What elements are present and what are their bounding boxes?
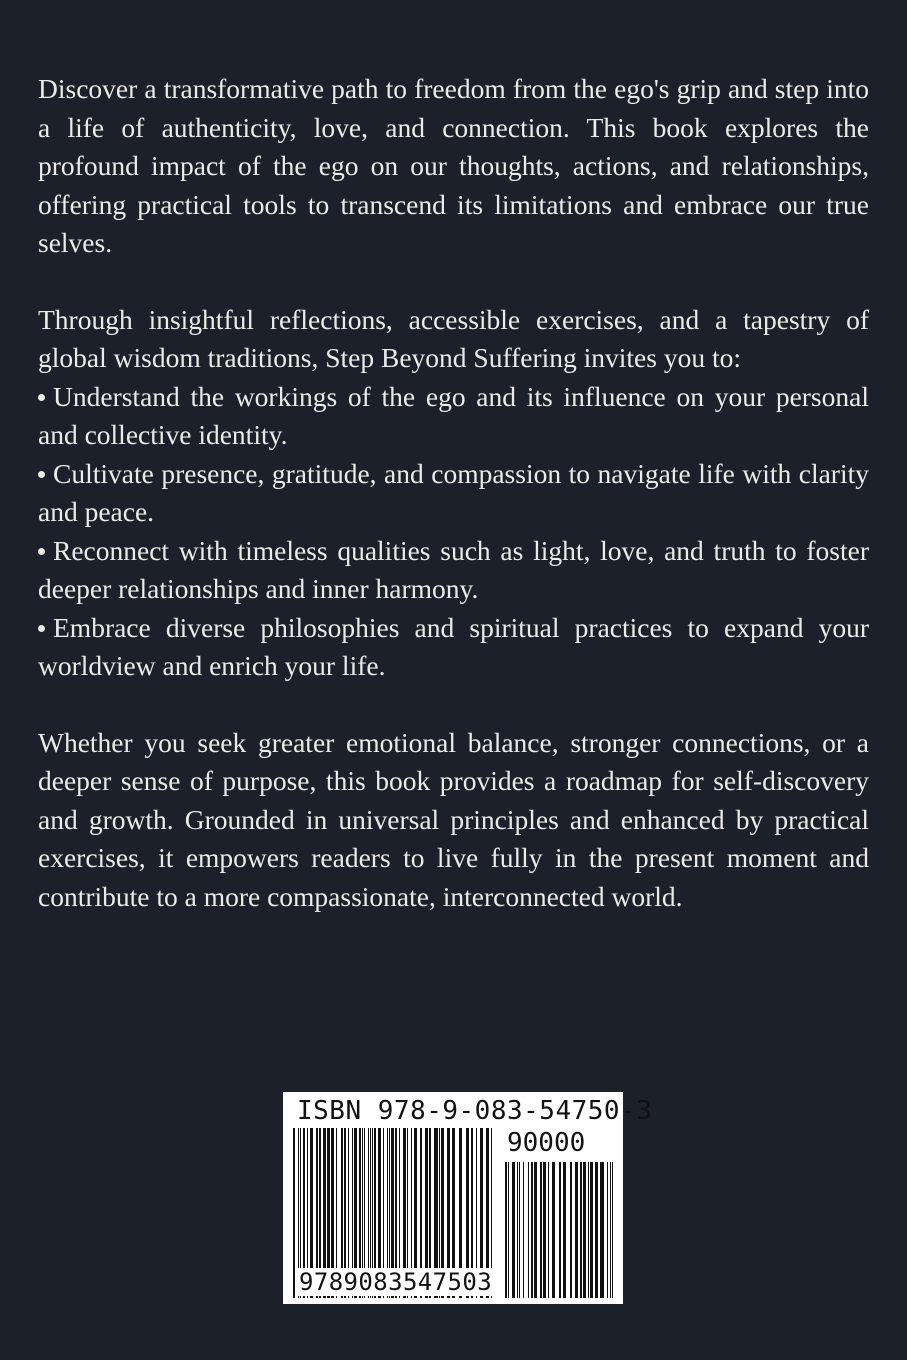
invitation-paragraph: Through insightful reflections, accessible exercises, and a tapestry of global wisdom traditions, Step Beyond Suffering invites you to: [38,303,869,373]
bullet-icon [38,548,45,555]
bullet-text: Understand the workings of the ego and its influence on your personal and collective identity. [38,380,869,450]
addon-bars [505,1162,613,1298]
barcode-bar [595,1162,598,1298]
bullet-item [38,455,869,532]
barcode-bar [580,1162,582,1298]
bullet-item [38,609,869,686]
bullet-text: Reconnect with timeless qualities such as light, love, and truth to foster deeper relationships and inner harmony. [38,534,869,604]
barcode-bar [543,1162,546,1298]
bullet-item [38,378,869,455]
barcode-bar [523,1162,524,1298]
bullet-icon [38,625,45,632]
barcode-bar [570,1162,572,1298]
barcode-bar [583,1162,586,1298]
closing-paragraph: Whether you seek greater emotional balance, stronger connections, or a deeper sense of purpose, this book provides a roadmap for self-discovery and growth. Grounded in universal principles and enhanced by practical exercises, it empowers readers to live fully in the present moment and contribute to a more compassionate, interconnected world. [38,726,869,912]
barcode-bar [600,1162,604,1298]
barcode-bar [519,1162,520,1298]
paragraph-gap [38,686,869,724]
barcode-bar [548,1162,549,1298]
barcode-bar [590,1162,593,1298]
paragraph-gap [38,263,869,301]
bullet-icon [38,394,45,401]
barcode-bar [505,1162,507,1298]
barcode-bar [575,1162,578,1298]
bullet-text: Cultivate presence, gratitude, and compassion to navigate life with clarity and peace. [38,457,869,527]
bullet-item [38,532,869,609]
barcode-bar [517,1162,518,1298]
isbn-label: ISBN 978-9-083-54750-3 [297,1096,653,1126]
barcode-bar [563,1162,566,1298]
price-addon-label: 90000 [507,1128,586,1158]
barcode-bar [588,1162,589,1298]
isbn-barcode [283,1092,653,1304]
barcode-bar [293,1128,295,1298]
barcode-digits: 9789083547503 [299,1268,493,1296]
barcode-bar [534,1162,537,1298]
barcode-bar [612,1162,613,1298]
barcode-bar [531,1162,533,1298]
barcode-bar [512,1162,515,1298]
blurb-text [38,70,869,916]
barcode-bar [508,1162,509,1298]
barcode-bar [540,1162,542,1298]
barcode-bar [528,1162,529,1298]
barcode-bar [559,1162,561,1298]
intro-paragraph: Discover a transformative path to freedom from the ego's grip and step into a life of authenticity, love, and connection. This book explores the profound impact of the ego on our thoughts, actions, and relationships, offering practical tools to transcend its limitations and embrace our true selves. [38,73,869,258]
barcode-bar [610,1162,611,1298]
bullet-icon [38,471,45,478]
bullet-text: Embrace diverse philosophies and spiritual practices to expand your worldview and enrich your life. [38,611,869,681]
barcode-bar [552,1162,555,1298]
barcode-bar [607,1162,608,1298]
